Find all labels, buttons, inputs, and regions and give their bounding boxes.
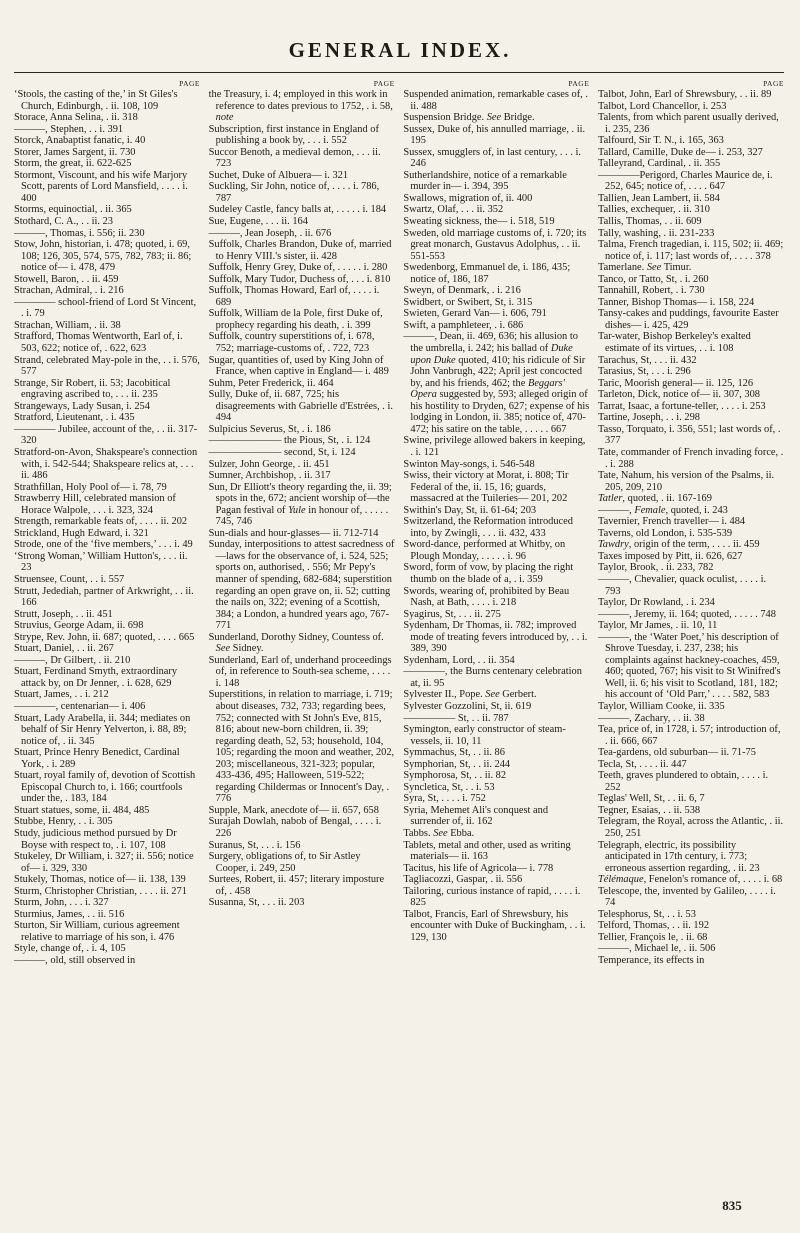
index-entry: Stowell, Baron, . . ii. 459: [14, 273, 119, 285]
index-entry: ‘Strong Woman,’ William Hutton's, . . . ii. 23: [14, 550, 191, 574]
index-entry: ———, Jeremy, ii. 164; quoted, . . . . . 748: [597, 608, 776, 620]
index-entry: Sudeley Castle, fancy balls at, . . . . . i. 184: [208, 204, 387, 216]
index-entry: Talma, French tragedian, i. 115, 502; ii. 469; notice of, i. 117; last words of, . . . . 378: [597, 239, 786, 262]
index-entry: Strode, one of the ‘five members,’ . . . i. 49: [14, 539, 193, 551]
index-entry: Tegner, Esaias, . . ii. 538: [597, 804, 701, 816]
index-entry: Supple, Mark, anecdote of— ii. 657, 658: [208, 804, 379, 816]
index-entry: Symphorosa, St, . . ii. 82: [403, 770, 507, 782]
index-entry: Strype, Rev. John, ii. 687; quoted, . . . . 665: [14, 631, 195, 643]
index-entry: Strutt, Jedediah, partner of Arkwright, . . ii. 166: [14, 585, 197, 609]
index-column-3: [403, 78, 592, 1198]
index-entry: Taylor, William Cooke, ii. 335: [597, 700, 725, 712]
index-entry: Tallies, exchequer, . ii. 310: [597, 204, 710, 216]
index-entry: Tate, Nahum, his version of the Psalms, ii. 205, 209, 210: [597, 470, 777, 493]
index-entry: Strange, Sir Robert, ii. 53; Jacobitical engraving ascribed to, . . . ii. 235: [14, 377, 174, 401]
index-entry: Surtees, Robert, ii. 457; literary imposture of, . 458: [208, 874, 387, 897]
column-page-label: PAGE: [373, 79, 395, 88]
index-entry: Stuart, royal family of, devotion of Scottish Episcopal Church to, i. 166; courtfools under the, . 183, 184: [14, 770, 198, 805]
index-entry: Struvius, George Adam, ii. 698: [14, 620, 144, 632]
index-entry: Syncletica, St, . . i. 53: [403, 781, 495, 793]
index-entry: Tarrat, Isaac, a fortune-teller, . . . . i. 253: [597, 400, 766, 412]
index-entry: Syria, Mehemet Ali's conquest and surrender of, ii. 162: [403, 804, 551, 828]
index-entry: Strathfillan, Holy Pool of— i. 78, 79: [14, 481, 167, 493]
index-entry: Tavernier, French traveller— i. 484: [597, 516, 746, 528]
index-entry: Stukeley, Dr William, i. 327; ii. 556; notice of— i. 329, 330: [14, 851, 197, 874]
index-entry: Tansy-cakes and puddings, favourite Easter dishes— i. 425, 429: [597, 308, 782, 331]
index-entry: Succor Benoth, a medieval demon, . . . ii. 723: [208, 146, 384, 170]
index-entry: Tallis, Thomas, . . ii. 609: [597, 216, 702, 228]
index-entry: Stratford-on-Avon, Shakspeare's connection with, i. 542-544; Shakspeare relics at, . . . ii. 486: [14, 446, 200, 482]
index-entry: Storck, Anabaptist fanatic, i. 40: [14, 135, 146, 147]
index-entry: ———, Chevalier, quack oculist, . . . . i. 793: [597, 573, 769, 597]
index-entry: Susanna, St, . . . ii. 203: [208, 897, 305, 909]
index-entry: Swine, privilege allowed bakers in keeping, . i. 121: [403, 435, 588, 458]
index-entry: Sturmius, James, . . ii. 516: [14, 908, 125, 920]
index-entry: Stratford, Lieutenant, . i. 435: [14, 412, 135, 424]
index-entry: Télémaque, Fenelon's romance of, . . . . i. 68: [597, 874, 783, 886]
index-entry: Surgery, obligations of, to Sir Astley Cooper, i. 249, 250: [208, 851, 364, 874]
index-entry: the Treasury, i. 4; employed in this work in reference to dates previous to 1752, . i. 58, note: [208, 89, 396, 124]
index-entry: Symington, early constructor of steam-vessels, ii. 10, 11: [403, 724, 566, 747]
index-entry: ————, centenarian— i. 406: [14, 700, 146, 712]
index-entry: Talfourd, Sir T. N., i. 165, 363: [597, 135, 724, 147]
index-entry: Tacitus, his life of Agricola— i. 778: [403, 862, 554, 874]
index-entry: Tar-water, Bishop Berkeley's exalted estimate of its virtues, . . i. 108: [597, 331, 754, 355]
index-entry: Talents, from which parent usually derived, i. 235, 236: [597, 112, 782, 135]
index-entry: Sturm, Christopher Christian, . . . . ii. 271: [14, 885, 187, 897]
index-entry: ————— St, . . ii. 787: [403, 712, 509, 724]
index-entry: Superstitions, in relation to marriage, i. 719; about diseases, 732, 733; regarding bees, 752; connected with St John's Eve, 815, 816; about new-born children, ii. 39; regarding death, 52, 53; household, 104, 105; regarding the moon and weather, 202, 203; miscellaneous, 321-323; popular, 433-436, 495; Halloween, 519-522; regarding Childermas or Innocent's Day, . 776: [208, 689, 397, 805]
index-entry: Taric, Moorish general— ii. 125, 126: [597, 377, 754, 389]
index-entry: Strength, remarkable feats of, . . . . ii. 202: [14, 516, 188, 528]
index-entry: ———— Jubilee, account of the, . . ii. 317-320: [14, 423, 198, 447]
index-entry: Tallien, Jean Lambert, ii. 584: [597, 192, 720, 204]
index-entry: Suffolk, Henry Grey, Duke of, . . . . . i. 280: [208, 262, 388, 274]
index-entry: Taverns, old London, i. 535-539: [597, 527, 733, 539]
index-entry: Talleyrand, Cardinal, . ii. 355: [597, 158, 721, 170]
index-entry: Storace, Anna Selina, . ii. 318: [14, 112, 138, 124]
index-entry: Sue, Eugene, . . . ii. 164: [208, 216, 308, 228]
index-entry: Stuart, Lady Arabella, ii. 344; mediates on behalf of Sir Henry Yelverton, i. 88, 89; notice of, . ii. 345: [14, 712, 193, 747]
index-entry: Swieten, Gerard Van— i. 606, 791: [403, 308, 547, 320]
index-entry: Suhm, Peter Frederick, ii. 464: [208, 377, 334, 389]
index-entry: Sunday, interpositions to attest sacredness of—laws for the observance of, i. 524, 525; sports on, authorised, . 556; Mr Pepy's manner of spending, 682-684; superstition regarding an open grave on, ii. 52; cutting the nails on, 322; evening of a Scottish, 384; a London, a hundred years ago, 767-771: [208, 539, 395, 632]
index-entry: ———, Thomas, i. 556; ii. 230: [14, 227, 145, 239]
index-entry: Tawdry, origin of the term, . . . . ii. 459: [597, 539, 760, 551]
index-entry: Strand, celebrated May-pole in the, . . i. 576, 577: [14, 354, 203, 378]
index-entry: Sweden, old marriage customs of, i. 720; its great monarch, Gustavus Adolphus, . . ii. 551-553: [403, 227, 589, 262]
index-entry: Sunderland, Dorothy Sidney, Countess of. See Sidney.: [208, 631, 387, 655]
index-entry: Stuart, Prince Henry Benedict, Cardinal York, . i. 289: [14, 747, 182, 770]
index-entry: ———, Zachary, . . ii. 38: [597, 712, 705, 724]
index-entry: Taylor, Dr Rowland, . i. 234: [597, 597, 715, 609]
index-entry: Symphorian, St, . . ii. 244: [403, 758, 511, 770]
index-entry: Strangeways, Lady Susan, i. 254: [14, 400, 150, 412]
index-entry: Stuart statues, some, ii. 484, 485: [14, 804, 150, 816]
index-entry: Sword, form of vow, by placing the right thumb on the blade of a, . i. 359: [403, 562, 576, 585]
index-entry: Sweating sickness, the— i. 518, 519: [403, 216, 555, 228]
index-entry: Strutt, Joseph, . . ii. 451: [14, 608, 113, 620]
index-entry: Stow, John, historian, i. 478; quoted, i. 69, 108; 126, 305, 574, 575, 782, 783; ii. 86; notice of— i. 478, 479: [14, 239, 194, 274]
index-entry: Sunderland, Earl of, underhand proceedings of, in reference to South-sea scheme, . . . . i. 148: [208, 654, 395, 689]
index-entry: Stormont, Viscount, and his wife Marjory Scott, parents of Lord Mansfield, . . . . i. 400: [14, 169, 191, 204]
index-entry: Taylor, Brook, . ii. 233, 782: [597, 562, 714, 574]
index-entry: Subscription, first instance in England of publishing a book by, . . . i. 552: [208, 123, 382, 147]
index-entry: Temperance, its effects in: [597, 955, 705, 967]
index-entry: Study, judicious method pursued by Dr Boyse with respect to, . i. 107, 108: [14, 828, 180, 851]
index-entry: Suckling, Sir John, notice of, . . . . i. 786, 787: [208, 181, 382, 204]
index-entry: ———, Dean, ii. 469, 636; his allusion to the umbrella, i. 242; his ballad of Duke upon Duke quoted, 410; his ridicule of Sir John Vanbrugh, 422; April jest concocted by, and his friends, 462; the Beggars' Opera suggested by, 593; alleged origin of his hostility to Dryden, 627; expense of his lodging in London, ii. 385; notice of, 470-472; his satire on the table, . . . . . 667: [403, 331, 592, 435]
index-entry: Tannahill, Robert, . i. 730: [597, 285, 705, 297]
index-column-2: [209, 78, 395, 1198]
index-entry: Tasso, Torquato, i. 356, 551; last words of, . 377: [597, 423, 784, 447]
index-entry: Suchet, Duke of Albuera— i. 321: [208, 169, 349, 181]
index-entry: Sussex, smugglers of, in last century, . . . i. 246: [403, 146, 584, 170]
index-entry: Tailoring, curious instance of rapid, . . . . i. 825: [403, 885, 583, 909]
column-page-label: PAGE: [568, 79, 590, 88]
index-entry: Storm, the great, ii. 622-625: [14, 158, 132, 170]
index-entry: Tea-gardens, old suburban— ii. 71-75: [597, 747, 756, 759]
header-rule: [14, 72, 784, 73]
index-entry: ‘Stools, the casting of the,’ in St Giles's Church, Edinburgh, . ii. 108, 109: [14, 89, 181, 112]
index-entry: Teeth, graves plundered to obtain, . . . . i. 252: [597, 770, 771, 793]
index-entry: Sussex, Duke of, his annulled marriage, . ii. 195: [403, 123, 588, 147]
index-entry: Swartz, Olaf, . . . ii. 352: [403, 204, 504, 216]
index-entry: Stubbe, Henry, . . i. 305: [14, 816, 113, 828]
index-entry: Suffolk, William de la Pole, first Duke of, prophecy regarding his death, . i. 399: [208, 308, 386, 331]
index-entry: Strachan, Admiral, . i. 216: [14, 285, 124, 297]
column-page-label: PAGE: [179, 79, 200, 88]
index-entry: Taxes imposed by Pitt, ii. 626, 627: [597, 550, 743, 562]
index-entry: Sun, Dr Elliott's theory regarding the, ii. 39; spots in the, 672; ancient worship of—the Pagan festival of Yule in honour of, . . . . . 745, 746: [208, 481, 395, 528]
index-entry: Strachan, William, . ii. 38: [14, 319, 121, 331]
index-entry: Tarasius, St, . . . i. 296: [597, 366, 691, 378]
index-entry: Sylvester Gozzolini, St, ii. 619: [403, 700, 532, 712]
index-entry: Telescope, the, invented by Galileo, . . . . i. 74: [597, 885, 779, 909]
page-number: 835: [722, 1198, 742, 1213]
index-entry: Strafford, Thomas Wentworth, Earl of, i. 503, 622; notice of, . 622, 623: [14, 331, 186, 355]
index-entry: Tartine, Joseph, . . i. 298: [597, 412, 700, 424]
index-entry: Tanner, Bishop Thomas— i. 158, 224: [597, 296, 755, 308]
index-entry: Stuart, Daniel, . . ii. 267: [14, 643, 114, 655]
index-entry: Tellier, François le, . ii. 68: [597, 931, 708, 943]
index-entry: Struensee, Count, . . i. 557: [14, 573, 125, 585]
index-entry: Sylvester II., Pope. See Gerbert.: [403, 689, 537, 701]
index-entry: Talbot, Lord Chancellor, i. 253: [597, 100, 727, 112]
index-entry: Sun-dials and hour-glasses— ii. 712-714: [208, 527, 379, 539]
index-entry: ———, Stephen, . . i. 391: [14, 123, 124, 135]
index-entry: Swallows, migration of, ii. 400: [403, 192, 533, 204]
index-entry: Strickland, Hugh Edward, i. 321: [14, 527, 149, 539]
index-entry: Sulpicius Severus, St, . i. 186: [208, 423, 331, 435]
index-entry: Suffolk, Mary Tudor, Duchess of, . . . i. 810: [208, 273, 391, 285]
index-entry: Sturton, Sir William, curious agreement relative to marriage of his son, i. 476: [14, 920, 183, 943]
index-entry: Swiss, their victory at Morat, i. 808; Tir Federal of the, ii. 15, 16; guards, massacred at the Tuileries— 201, 202: [403, 470, 572, 505]
index-entry: Teglas' Well, St, . . ii. 6, 7: [597, 793, 705, 805]
page-title: GENERAL INDEX.: [288, 38, 512, 62]
index-entry: ———, Female, quoted, i. 243: [597, 504, 728, 516]
index-entry: Suspension Bridge. See Bridge.: [403, 112, 535, 124]
index-entry: ———, Jean Joseph, . ii. 676: [208, 227, 332, 239]
index-entry: ————, the Burns centenary celebration at, ii. 95: [403, 666, 585, 689]
index-entry: Tabbs. See Ebba.: [403, 828, 475, 839]
index-entry: Swidbert, or Swibert, St, i. 315: [403, 296, 533, 308]
index-entry: Switzerland, the Reformation introduced into, by Zwingli, . . . ii. 432, 433: [403, 516, 576, 539]
index-entry: Tarachus, St, . . . ii. 432: [597, 354, 697, 366]
index-entry: Swinton May-songs, i. 546-548: [403, 458, 535, 470]
index-entry: Syra, St, . . . . i. 752: [403, 793, 486, 805]
index-entry: Tate, commander of French invading force, . . i. 288: [597, 446, 786, 470]
index-entry: Taylor, Mr James, . ii. 10, 11: [597, 620, 718, 632]
index-entry: Suffolk, country superstitions of, i. 678, 752; marriage-customs of, . 722, 723: [208, 331, 378, 355]
index-entry: ———, old, still observed in: [14, 955, 136, 967]
index-entry: Tarleton, Dick, notice of— ii. 307, 308: [597, 389, 760, 401]
index-entry: Suranus, St, . . . i. 156: [208, 839, 301, 851]
index-entry: Storms, equinoctial, . ii. 365: [14, 204, 132, 216]
index-entry: Sulzer, John George, . ii. 451: [208, 458, 330, 470]
index-entry: Sword-dance, performed at Whitby, on Plough Monday, . . . . . i. 96: [403, 539, 568, 562]
column-page-label: PAGE: [763, 79, 784, 88]
index-entry: Suffolk, Thomas Howard, Earl of, . . . . i. 689: [208, 285, 383, 308]
index-entry: Talbot, John, Earl of Shrewsbury, . . ii. 89: [597, 89, 772, 100]
index-entry: Telegraph, electric, its possibility anticipated in 17th century, i. 773; erroneous assertion regarding, . ii. 23: [597, 839, 760, 874]
index-entry: ——————— the Pious, St, . i. 124: [208, 435, 371, 447]
index-entry: ——————— second, St, i. 124: [208, 446, 356, 458]
index-column-1: [14, 78, 203, 1198]
index-entry: ———— school-friend of Lord St Vincent, . i. 79: [14, 296, 199, 320]
index-entry: Tatler, quoted, . ii. 167-169: [597, 493, 712, 505]
index-entry: Strawberry Hill, celebrated mansion of Horace Walpole, . . . i. 323, 324: [14, 493, 179, 516]
index-entry: Surajah Dowlah, nabob of Bengal, . . . . i. 226: [208, 816, 384, 839]
index-entry: Swedenborg, Emmanuel de, i. 186, 435; notice of, 186, 187: [403, 262, 573, 285]
index-entry: Sturm, John, . . . i. 327: [14, 897, 109, 909]
index-entry: Tecla, St, . . . . ii. 447: [597, 758, 687, 770]
index-entry: Tablets, metal and other, used as writing materials— ii. 163: [403, 839, 574, 863]
index-entry: Sutherlandshire, notice of a remarkable murder in— i. 394, 395: [403, 169, 570, 193]
index-entry: Telford, Thomas, . . ii. 192: [597, 920, 710, 932]
index-entry: ————Perigord, Charles Maurice de, i. 252, 645; notice of, . . . . 647: [597, 169, 776, 193]
index-entry: Storer, James Sargent, ii. 730: [14, 146, 136, 158]
index-entry: Stuart, Ferdinand Smyth, extraordinary attack by, on Dr Jenner, . i. 628, 629: [14, 666, 180, 689]
index-entry: Tally, washing, . ii. 231-233: [597, 227, 715, 239]
index-entry: Tallard, Camille, Duke de— i. 253, 327: [597, 146, 763, 158]
index-entry: Telegram, the Royal, across the Atlantic, . ii. 250, 251: [597, 816, 786, 839]
index-entry: Stuart, James, . . i. 212: [14, 689, 109, 701]
index-entry: Telesphorus, St, . . i. 53: [597, 908, 696, 920]
index-entry: Sydenham, Lord, . . ii. 354: [403, 654, 515, 666]
index-column-4: [598, 78, 784, 1198]
index-entry: ———, Dr Gilbert, . ii. 210: [14, 654, 131, 666]
index-entry: Swift, a pamphleteer, . i. 686: [403, 319, 524, 331]
index-entry: ———, Michael le, . ii. 506: [597, 943, 716, 955]
index-entry: Sydenham, Dr Thomas, ii. 782; improved mode of treating fevers introduced by, . . i. 389, 390: [403, 620, 590, 655]
index-entry: ———, the ‘Water Poet,’ his description of Shrove Tuesday, i. 237, 238; his complaints against hackney-coaches, 459, 460; quoted, 767; his visit to St Winifred's Well, ii. 6; his visit to Scotland, 181, 182; his account of ‘Old Parr,’ . . . . 582, 583: [597, 631, 783, 701]
index-entry: Suspended animation, remarkable cases of, . ii. 488: [403, 89, 591, 112]
index-entry: Suffolk, Charles Brandon, Duke of, married to Henry VIII.'s sister, ii. 428: [208, 239, 395, 262]
index-entry: Symmachus, St, . . ii. 86: [403, 747, 505, 759]
index-entry: Talbot, Francis, Earl of Shrewsbury, his encounter with Duke of Buckingham, . . i. 129, 130: [403, 908, 589, 943]
index-columns: [14, 78, 784, 1198]
index-entry: Sugar, quantities of, used by King John of France, when captive in England— i. 489: [208, 354, 389, 378]
index-entry: Tamerlane. See Timur.: [597, 262, 692, 274]
index-entry: Sweyn, of Denmark, . i. 216: [403, 285, 521, 297]
index-entry: Tea, price of, in 1728, i. 57; introduction of, . ii. 666, 667: [597, 724, 784, 747]
index-entry: Swithin's Day, St, ii. 61-64; 203: [403, 504, 537, 516]
index-entry: Style, change of, . i. 4, 105: [14, 943, 126, 955]
index-entry: Syagirus, St, . . . ii. 275: [403, 608, 501, 620]
index-entry: Stothard, C. A., . . ii. 23: [14, 216, 114, 228]
index-entry: Stukely, Thomas, notice of— ii. 138, 139: [14, 874, 186, 886]
index-entry: Sumner, Archbishop, . ii. 317: [208, 470, 331, 482]
index-entry: Swords, wearing of, prohibited by Beau Nash, at Bath, . . . . i. 218: [403, 585, 572, 609]
index-entry: Sully, Duke of, ii. 687, 725; his disagreements with Gabrielle d'Estrées, . i. 494: [208, 389, 396, 424]
index-entry: Tagliacozzi, Gaspar, . ii. 556: [403, 874, 523, 886]
index-entry: Tanco, or Tatto, St, . i. 260: [597, 273, 709, 285]
